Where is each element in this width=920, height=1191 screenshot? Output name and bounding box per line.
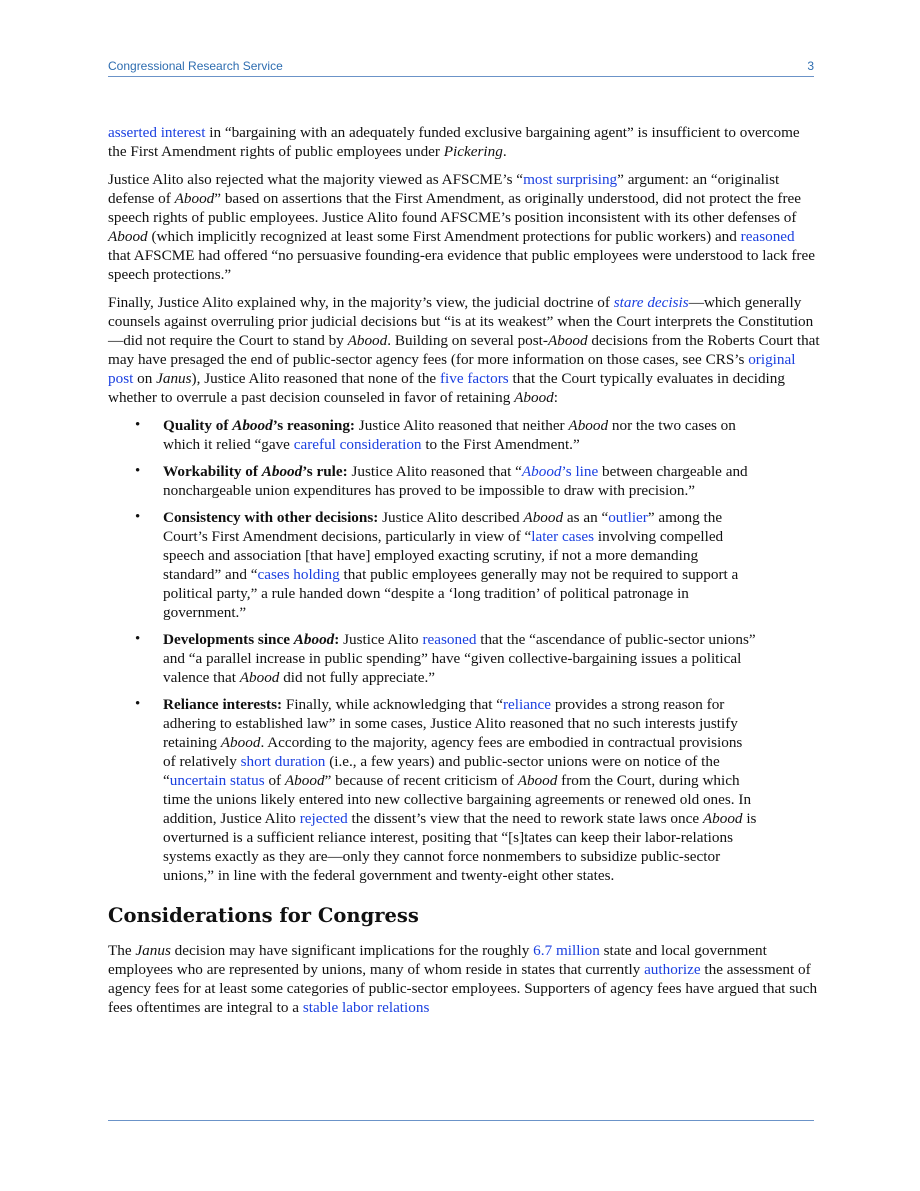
case-name: Abood bbox=[523, 509, 564, 526]
list-item-quality-of-reasoning bbox=[108, 416, 758, 454]
link-reasoned[interactable]: reasoned bbox=[740, 228, 795, 245]
text: . Building on several post- bbox=[387, 332, 548, 349]
link-authorize[interactable]: authorize bbox=[644, 961, 701, 978]
text: Justice Alito bbox=[339, 631, 423, 648]
link-uncertain-status[interactable]: uncertain status bbox=[169, 772, 265, 789]
text: in “bargaining with an adequately funded exclusive bargaining agent” is insufficient to overcome the First Amendment rights of public employees under bbox=[108, 124, 800, 160]
case-name: Abood bbox=[547, 332, 588, 349]
case-name: Janus bbox=[156, 370, 192, 387]
link-most-surprising[interactable]: most surprising bbox=[523, 171, 618, 188]
bullet-heading: Reliance interests: bbox=[163, 696, 283, 713]
link-later-cases[interactable]: later cases bbox=[531, 528, 595, 545]
link-original-post[interactable]: original post bbox=[108, 351, 796, 387]
text: on bbox=[133, 370, 157, 387]
link-6-7-million[interactable]: 6.7 million bbox=[533, 942, 600, 959]
text: . bbox=[502, 143, 507, 160]
text: (which implicitly recognized at least some First Amendment protections for public workers) and bbox=[147, 228, 741, 245]
bullet-heading-case: Abood bbox=[232, 417, 273, 434]
link-aboods-line[interactable] bbox=[522, 463, 598, 480]
text: Justice Alito reasoned that neither bbox=[355, 417, 569, 434]
header-rule bbox=[108, 76, 814, 77]
page-header bbox=[108, 59, 814, 75]
link-text: Abood bbox=[521, 463, 562, 480]
text: ” among the Court’s First Amendment decisions, particularly in view of “ bbox=[163, 509, 723, 545]
list-item-developments bbox=[108, 630, 758, 687]
text: ” based on assertions that the First Amendment, as originally understood, did not protect the free speech rights of public employees. Justice Alito found AFSCME’s position inconsistent with its other defenses of bbox=[108, 190, 801, 226]
page-number: 3 bbox=[807, 59, 814, 73]
text: to the First Amendment.” bbox=[421, 436, 580, 453]
text: that the Court typically evaluates in deciding whether to overrule a past decision counseled in favor of retaining bbox=[108, 370, 785, 406]
case-name: Abood bbox=[568, 417, 609, 434]
bullet-heading: : bbox=[334, 631, 340, 648]
bullet-heading: Workability of bbox=[163, 463, 262, 480]
text: Finally, while acknowledging that “ bbox=[282, 696, 503, 713]
list-item-reliance bbox=[108, 695, 758, 885]
bullet-icon: • bbox=[135, 696, 141, 712]
text: as an “ bbox=[563, 509, 609, 526]
paragraph-2 bbox=[108, 170, 820, 284]
text: that public employees generally may not be required to support a political party,” a rule handed down “despite a ‘long tradition’ of political patronage in government.” bbox=[163, 566, 739, 621]
section-heading: Considerations for Congress bbox=[108, 904, 419, 927]
text: involving compelled speech and association [that have] employed exacting scrutiny, if not a more demanding standard” and “ bbox=[163, 528, 724, 583]
text: Justice Alito described bbox=[378, 509, 524, 526]
link-careful-consideration[interactable]: careful consideration bbox=[293, 436, 422, 453]
text: nor the two cases on which it relied “gave bbox=[163, 417, 736, 453]
paragraph-4 bbox=[108, 941, 820, 1017]
case-name: Abood bbox=[220, 734, 261, 751]
text: (i.e., a few years) and public-sector unions were on notice of the “ bbox=[163, 753, 720, 789]
text: the dissent’s view that the need to rework state laws once bbox=[347, 810, 703, 827]
text: Justice Alito also rejected what the majority viewed as AFSCME’s “ bbox=[108, 171, 524, 188]
footer-rule bbox=[108, 1120, 814, 1121]
bullet-heading: Consistency with other decisions: bbox=[163, 509, 379, 526]
text: state and local government employees who are represented by unions, many of whom reside in states that currently bbox=[108, 942, 767, 978]
case-name: Abood bbox=[517, 772, 558, 789]
text: is overturned is a sufficient reliance interest, positing that “[s]tates can keep their labor-relations systems exactly as they are—only they cannot force nonmembers to subsidize public-sector unions,” in line with the federal government and twenty-eight other states. bbox=[163, 810, 757, 884]
document-body bbox=[108, 123, 820, 1026]
text: of bbox=[264, 772, 285, 789]
text: ” argument: an “originalist defense of bbox=[108, 171, 780, 207]
link-outlier[interactable]: outlier bbox=[608, 509, 648, 526]
case-name: Abood bbox=[108, 228, 148, 245]
bullet-heading-case: Abood bbox=[293, 631, 335, 648]
link-stare-decisis[interactable] bbox=[614, 294, 689, 311]
case-name: Abood bbox=[514, 389, 554, 406]
paragraph-1 bbox=[108, 123, 820, 161]
link-text: stare decisis bbox=[613, 294, 689, 311]
link-reasoned-developments[interactable]: reasoned bbox=[422, 631, 477, 648]
link-rejected[interactable]: rejected bbox=[299, 810, 348, 827]
text: The bbox=[108, 942, 136, 959]
factor-list bbox=[108, 416, 820, 885]
text: from the Court, during which time the unions likely entered into new collective bargaining agreements or renewed old ones. In addition, Justice Alito bbox=[163, 772, 752, 827]
bullet-heading: ’s rule: bbox=[302, 463, 348, 480]
text: provides a strong reason for adhering to established law” in some cases, Justice Alito reasoned that no such interests justify retaining bbox=[163, 696, 738, 751]
bullet-icon: • bbox=[135, 417, 141, 433]
case-name: Janus bbox=[135, 942, 171, 959]
text: the assessment of agency fees for at least some categories of public-sector employees. Supporters of agency fees have argued that such fees oftentimes are integral to a bbox=[108, 961, 818, 1016]
text: ), Justice Alito reasoned that none of the bbox=[191, 370, 440, 387]
text: that AFSCME had offered “no persuasive founding-era evidence that public employees were understood to lack free speech protections.” bbox=[108, 247, 815, 283]
case-name: Pickering bbox=[443, 143, 503, 160]
link-five-factors[interactable]: five factors bbox=[439, 370, 509, 387]
case-name: Abood bbox=[239, 669, 280, 686]
link-short-duration[interactable]: short duration bbox=[240, 753, 326, 770]
bullet-icon: • bbox=[135, 509, 141, 525]
case-name: Abood bbox=[702, 810, 743, 827]
list-item-workability bbox=[108, 462, 758, 500]
text: decision may have significant implications for the roughly bbox=[170, 942, 534, 959]
case-name: Abood bbox=[284, 772, 325, 789]
text: did not fully appreciate.” bbox=[279, 669, 436, 686]
text: Justice Alito reasoned that “ bbox=[347, 463, 522, 480]
link-asserted-interest[interactable]: asserted interest bbox=[108, 124, 206, 141]
bullet-icon: • bbox=[135, 463, 141, 479]
link-reliance[interactable]: reliance bbox=[502, 696, 552, 713]
list-item-consistency bbox=[108, 508, 758, 622]
text: : bbox=[553, 389, 559, 406]
text: . According to the majority, agency fees are embodied in contractual provisions of relatively bbox=[163, 734, 743, 770]
text: between chargeable and nonchargeable union expenditures has proved to be impossible to draw with precision.” bbox=[163, 463, 748, 499]
paragraph-3 bbox=[108, 293, 820, 407]
link-stable-labor-relations[interactable]: stable labor relations bbox=[302, 999, 430, 1016]
case-name: Abood bbox=[174, 190, 215, 207]
link-cases-holding[interactable]: cases holding bbox=[257, 566, 340, 583]
bullet-heading: Quality of bbox=[163, 417, 233, 434]
text: Finally, Justice Alito explained why, in the majority’s view, the judicial doctrine of bbox=[108, 294, 614, 311]
bullet-heading-case: Abood bbox=[261, 463, 303, 480]
text: that the “ascendance of public-sector unions” and “a parallel increase in public spending” have “given collective-bargaining issues a political valence that bbox=[163, 631, 756, 686]
header-publisher: Congressional Research Service bbox=[108, 59, 283, 73]
bullet-heading: Developments since bbox=[163, 631, 294, 648]
bullet-heading: ’s reasoning: bbox=[272, 417, 355, 434]
case-name: Abood bbox=[347, 332, 388, 349]
link-text: ’s line bbox=[561, 463, 599, 480]
text: decisions from the Roberts Court that may have presaged the end of public-sector agency fees (for more information on those cases, see CRS’s bbox=[108, 332, 820, 368]
text: ” because of recent criticism of bbox=[324, 772, 518, 789]
text: —which generally counsels against overruling prior judicial decisions but “is at its weakest” when the Court interprets the Constitution—did not require the Court to stand by bbox=[108, 294, 814, 349]
bullet-icon: • bbox=[135, 631, 141, 647]
